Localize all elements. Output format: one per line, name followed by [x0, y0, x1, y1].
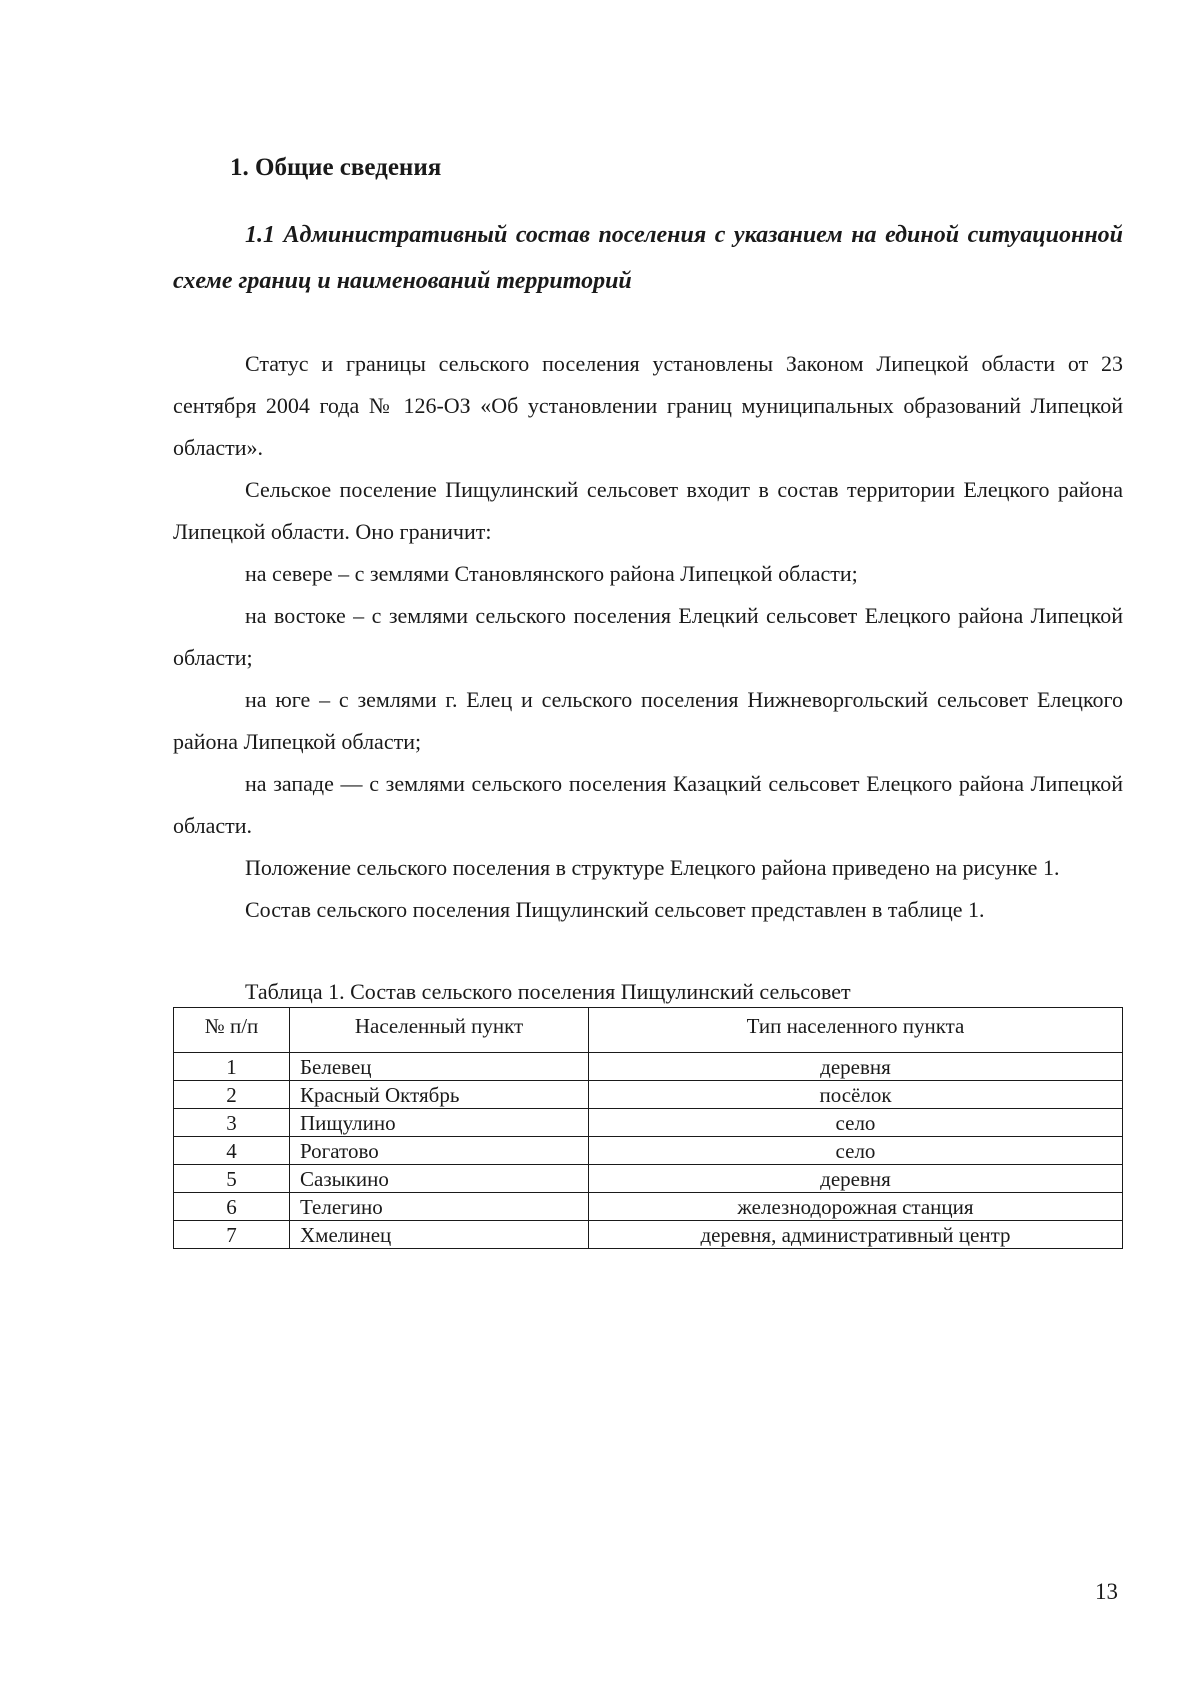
paragraph-north: на севере – с землями Становлянского района Липецкой области; — [245, 561, 858, 586]
cell-type: село — [589, 1137, 1123, 1165]
paragraph-status: Статус и границы сельского поселения установлены Законом Липецкой области от 23 сентября 2004 года № 126-ОЗ «Об установлении границ муниципальных образований Липецкой области». — [173, 351, 1123, 460]
header-number: № п/п — [174, 1008, 290, 1053]
paragraph-east: на востоке – с землями сельского поселения Елецкий сельсовет Елецкого района Липецкой области; — [173, 603, 1123, 670]
table-row — [174, 1193, 1123, 1221]
header-type: Тип населенного пункта — [589, 1008, 1123, 1053]
cell-type: деревня — [589, 1165, 1123, 1193]
table-header-row — [174, 1008, 1123, 1053]
table-caption: Таблица 1. Состав сельского поселения Пищулинский сельсовет — [245, 979, 851, 1004]
section-title: 1. Общие сведения — [230, 154, 442, 181]
cell-type: село — [589, 1109, 1123, 1137]
cell-type: железнодорожная станция — [589, 1193, 1123, 1221]
paragraph-composition: Сельское поселение Пищулинский сельсовет входит в состав территории Елецкого района Липецкой области. Оно граничит: — [173, 477, 1123, 544]
paragraph-south: на юге – с землями г. Елец и сельского поселения Нижневоргольский сельсовет Елецкого района Липецкой области; — [173, 687, 1123, 754]
table-row — [174, 1053, 1123, 1081]
body-text — [173, 343, 1123, 931]
cell-number: 3 — [174, 1109, 290, 1137]
cell-type: деревня, административный центр — [589, 1221, 1123, 1249]
cell-settlement: Пищулино — [290, 1109, 589, 1137]
cell-settlement: Сазыкино — [290, 1165, 589, 1193]
cell-type: деревня — [589, 1053, 1123, 1081]
table-row — [174, 1221, 1123, 1249]
cell-settlement: Хмелинец — [290, 1221, 589, 1249]
table-row — [174, 1109, 1123, 1137]
cell-number: 4 — [174, 1137, 290, 1165]
cell-settlement: Телегино — [290, 1193, 589, 1221]
section-subtitle: 1.1 Административный состав поселения с указанием на единой ситуационной схеме границ и наименований территорий — [173, 222, 1123, 294]
cell-type: посёлок — [589, 1081, 1123, 1109]
paragraph-table-ref: Состав сельского поселения Пищулинский сельсовет представлен в таблице 1. — [245, 897, 985, 922]
cell-settlement: Красный Октябрь — [290, 1081, 589, 1109]
page-number: 13 — [1095, 1579, 1118, 1604]
cell-number: 6 — [174, 1193, 290, 1221]
cell-number: 2 — [174, 1081, 290, 1109]
table-row — [174, 1165, 1123, 1193]
cell-settlement: Рогатово — [290, 1137, 589, 1165]
paragraph-figure-ref: Положение сельского поселения в структуре Елецкого района приведено на рисунке 1. — [245, 855, 1060, 880]
table-row — [174, 1137, 1123, 1165]
paragraph-west: на западе — с землями сельского поселения Казацкий сельсовет Елецкого района Липецкой области. — [173, 771, 1123, 838]
settlement-table — [173, 1007, 1123, 1249]
cell-number: 1 — [174, 1053, 290, 1081]
table-row — [174, 1081, 1123, 1109]
cell-number: 5 — [174, 1165, 290, 1193]
cell-settlement: Белевец — [290, 1053, 589, 1081]
header-settlement: Населенный пункт — [290, 1008, 589, 1053]
cell-number: 7 — [174, 1221, 290, 1249]
